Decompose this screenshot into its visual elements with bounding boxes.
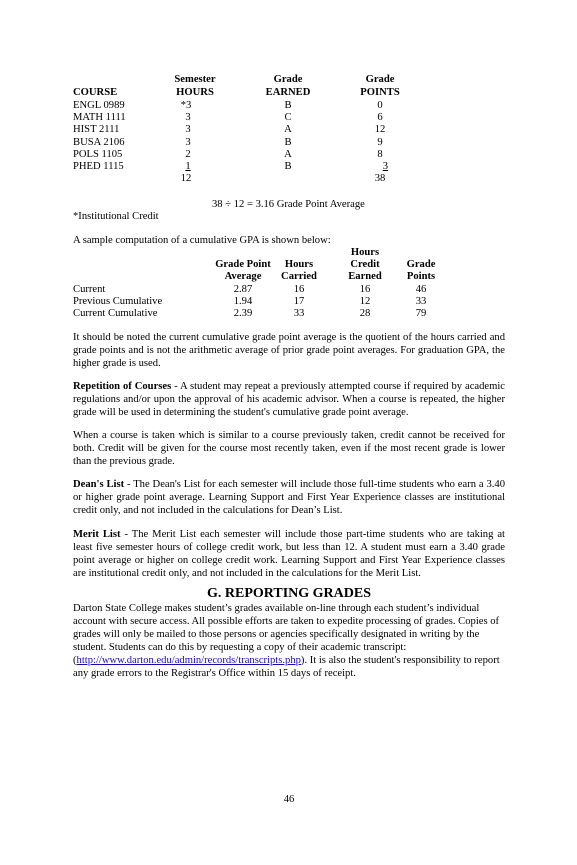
reporting-paragraph (73, 602, 505, 680)
reporting-text-before: Darton State College makes student’s grades available on-line through each student’s individual account with secure access. All possible efforts are taken to expedite processing of grades. Copies of grades will only be mailed to those persons or agencies specifically designated in writing by the student. Students can do this by requesting a copy of their academic transcript: ( (73, 603, 500, 666)
hours-value: 3 (185, 137, 191, 148)
credit-header-bottom: Earned (348, 271, 382, 282)
deans-list-label: Dean's List (73, 479, 125, 490)
points-value: 6 (377, 112, 383, 123)
earned-value: 28 (359, 308, 371, 319)
grade-header: EARNED (265, 87, 311, 98)
hours-header-top: Semester (174, 74, 216, 85)
hours-value: 3 (185, 112, 191, 123)
total-points: 38 (374, 173, 386, 184)
gpa-formula: 38 ÷ 12 = 3.16 Grade Point Average (212, 199, 365, 210)
course-code: HIST 2111 (73, 124, 120, 135)
gpa-value: 2.39 (233, 308, 253, 319)
points-header-top: Grade (406, 259, 436, 270)
total-hours: 12 (180, 173, 192, 184)
cumulative-note-text: It should be noted the current cumulative grade point average is the quotient of the hours carried and grade points and is not the arithmetic average of prior grade point averages. For graduation GPA, the higher grade is used. (73, 332, 505, 369)
gpa-value: 2.87 (233, 284, 253, 295)
section-heading: G. REPORTING GRADES (206, 586, 372, 601)
hours-value: 2 (185, 149, 191, 160)
points-value: 12 (374, 124, 386, 135)
deans-list-text: - The Dean's List for each semester will include those full-time students who earn a 3.40 or higher grade point average. Learning Support and First Year Experience classes are institutional credit only, and not included in the calculations for Dean’s List. (73, 479, 505, 516)
points-header: POINTS (360, 87, 400, 98)
earned-value: 16 (359, 284, 371, 295)
credit-header-top: Hours (350, 247, 380, 258)
transcripts-link[interactable]: http://www.darton.edu/admin/records/transcripts.php (76, 655, 301, 666)
grade-value: C (284, 112, 292, 123)
merit-list-label: Merit List (73, 529, 121, 540)
hours-header: HOURS (176, 87, 214, 98)
carried-value: 16 (293, 284, 305, 295)
similar-course-text: When a course is taken which is similar to a course previously taken, credit cannot be received for both. Credit will be given for the course most recently taken, even if the most recent grade is lower than the previous grade. (73, 430, 505, 467)
cumulative-note-paragraph (73, 331, 505, 370)
course-code: BUSA 2106 (73, 137, 125, 148)
points-value: 33 (415, 296, 427, 307)
points-value: 3 (382, 161, 388, 172)
points-value: 46 (415, 284, 427, 295)
carried-header-top: Hours (284, 259, 314, 270)
deans-list-paragraph (73, 478, 505, 517)
points-header-top: Grade (365, 74, 395, 85)
row-label: Current (73, 284, 106, 295)
reporting-text-after: ). It is also the student's responsibility to report any grade errors to the Registrar's Office within 15 days of receipt. (73, 655, 500, 679)
grade-header-top: Grade (273, 74, 303, 85)
repetition-paragraph (73, 380, 505, 419)
grade-value: B (284, 137, 292, 148)
grade-value: A (284, 124, 292, 135)
page-number: 46 (283, 794, 295, 805)
hours-value: 1 (185, 161, 191, 172)
row-label: Current Cumulative (73, 308, 158, 319)
merit-list-text: - The Merit List each semester will include those part-time students who are taking at least five semester hours of college credit work, but less than 12. A student must earn a 3.40 grade point average or higher on college credit work. Learning Support and First Year Experience classes are institutional credit only, and not included in the calculations for the Merit List. (73, 529, 506, 579)
points-value: 0 (377, 100, 383, 111)
hours-value: 3 (185, 124, 191, 135)
earned-value: 12 (359, 296, 371, 307)
credit-header-mid: Credit (350, 259, 380, 270)
grade-value: B (284, 161, 292, 172)
course-code: PHED 1115 (73, 161, 124, 172)
carried-header-bottom: Carried (281, 271, 317, 282)
carried-value: 33 (293, 308, 305, 319)
points-value: 9 (377, 137, 383, 148)
points-header-bottom: Points (406, 271, 436, 282)
repetition-text: - A student may repeat a previously attempted course if required by academic regulations and/or upon the approval of his academic advisor. When a course is repeated, the higher grade will be used in determining the student's cumulative grade point average. (73, 381, 505, 418)
course-code: POLS 1105 (73, 149, 123, 160)
points-value: 8 (377, 149, 383, 160)
course-code: MATH 1111 (73, 112, 126, 123)
points-value: 79 (415, 308, 427, 319)
hours-value: *3 (180, 100, 192, 111)
row-label: Previous Cumulative (73, 296, 163, 307)
cumulative-intro: A sample computation of a cumulative GPA is shown below: (73, 235, 331, 246)
merit-list-paragraph (73, 528, 505, 580)
gpa-header-bottom: Average (224, 271, 262, 282)
repetition-label: Repetition of Courses (73, 381, 172, 392)
similar-course-paragraph (73, 429, 505, 468)
course-header: COURSE (73, 87, 118, 98)
gpa-header-top: Grade Point (215, 259, 271, 270)
gpa-value: 1.94 (233, 296, 253, 307)
course-code: ENGL 0989 (73, 100, 125, 111)
grade-value: A (284, 149, 292, 160)
grade-value: B (284, 100, 292, 111)
carried-value: 17 (293, 296, 305, 307)
institutional-credit-note: *Institutional Credit (73, 211, 159, 222)
